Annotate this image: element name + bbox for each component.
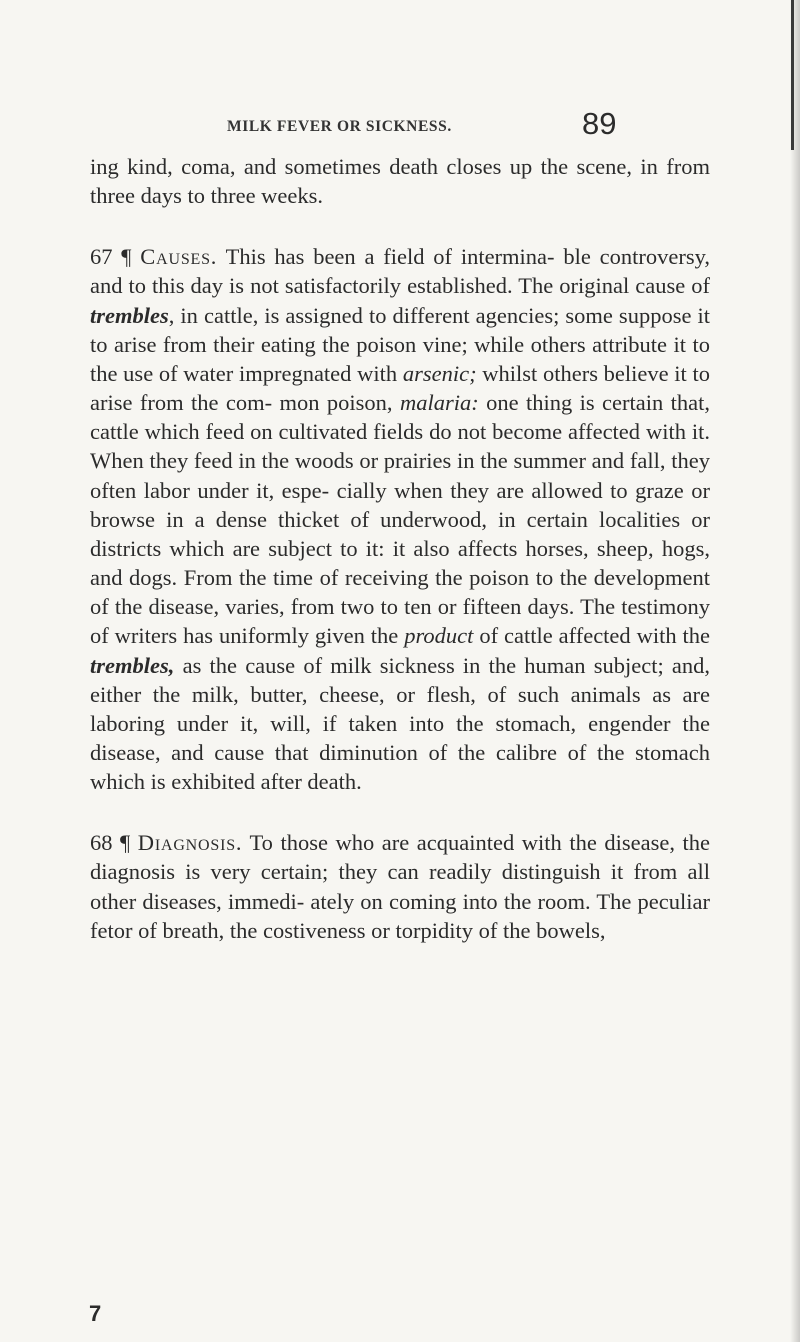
page-edge-line (791, 0, 794, 150)
text-run: To those who are acquainted with the disease, the diagnosis is very certain; they can readily distinguish it from all other diseases, immedi- ately on coming into the room. The peculiar fetor of breath, the costiveness or torpidity of the bowels, (90, 830, 711, 943)
page-number: 89 (582, 106, 617, 141)
body-text (90, 152, 710, 945)
text-run: one thing is certain that, cattle which feed on cultivated fields do not become affected with it. When they feed in the woods or prairies in the summer and fall, they often labor under it, espe- cially when they are allowed to graze or browse in a dense thicket of underwood, in certain localities or districts which are subject to it: it also affects horses, sheep, hogs, and dogs. From the time of receiving the poison to the development of the disease, varies, from two to ten or fifteen days. The testimony of writers has uniformly given the (90, 390, 711, 649)
page-edge-shadow (790, 0, 800, 1342)
paragraph-continuation: ing kind, coma, and sometimes death closes up the scene, in from three days to three weeks. (90, 154, 710, 209)
emphasis-malaria: malaria: (399, 390, 479, 416)
signature-mark: 7 (89, 1301, 102, 1326)
text-run: This has been a field of intermina- ble controversy, and to this day is not satisfactorily established. The original cause of (90, 244, 710, 299)
text-run: of cattle affected with the (479, 623, 711, 649)
running-head: MILK FEVER OR SICKNESS. (227, 118, 452, 135)
emphasis-product: product (404, 623, 474, 649)
text-run: , in cattle, is assigned to different agencies; some suppose it to arise from their eating the poison vine; while others attribute it to the use of water impregnated with (90, 302, 710, 386)
section-number: 68 ¶ (90, 830, 131, 856)
emphasis-trembles: trembles, (90, 652, 175, 678)
paragraph-causes (90, 242, 710, 796)
text-run: whilst others believe it to arise from the com- mon poison, (90, 360, 711, 416)
paragraph-diagnosis (90, 828, 710, 945)
section-number: 67 ¶ (90, 244, 132, 270)
emphasis-arsenic: arsenic; (402, 360, 477, 386)
text-run: as the cause of milk sickness in the human subject; and, either the milk, butter, cheese, or flesh, of such animals as are laboring under it, will, if taken into the stomach, engender the disease, and cause that diminution of the calibre of the stomach which is exhibited after death. (90, 652, 711, 795)
section-heading-causes: Causes. (140, 244, 218, 270)
emphasis-trembles: trembles (90, 302, 169, 328)
section-heading-diagnosis: Diagnosis. (137, 830, 243, 856)
